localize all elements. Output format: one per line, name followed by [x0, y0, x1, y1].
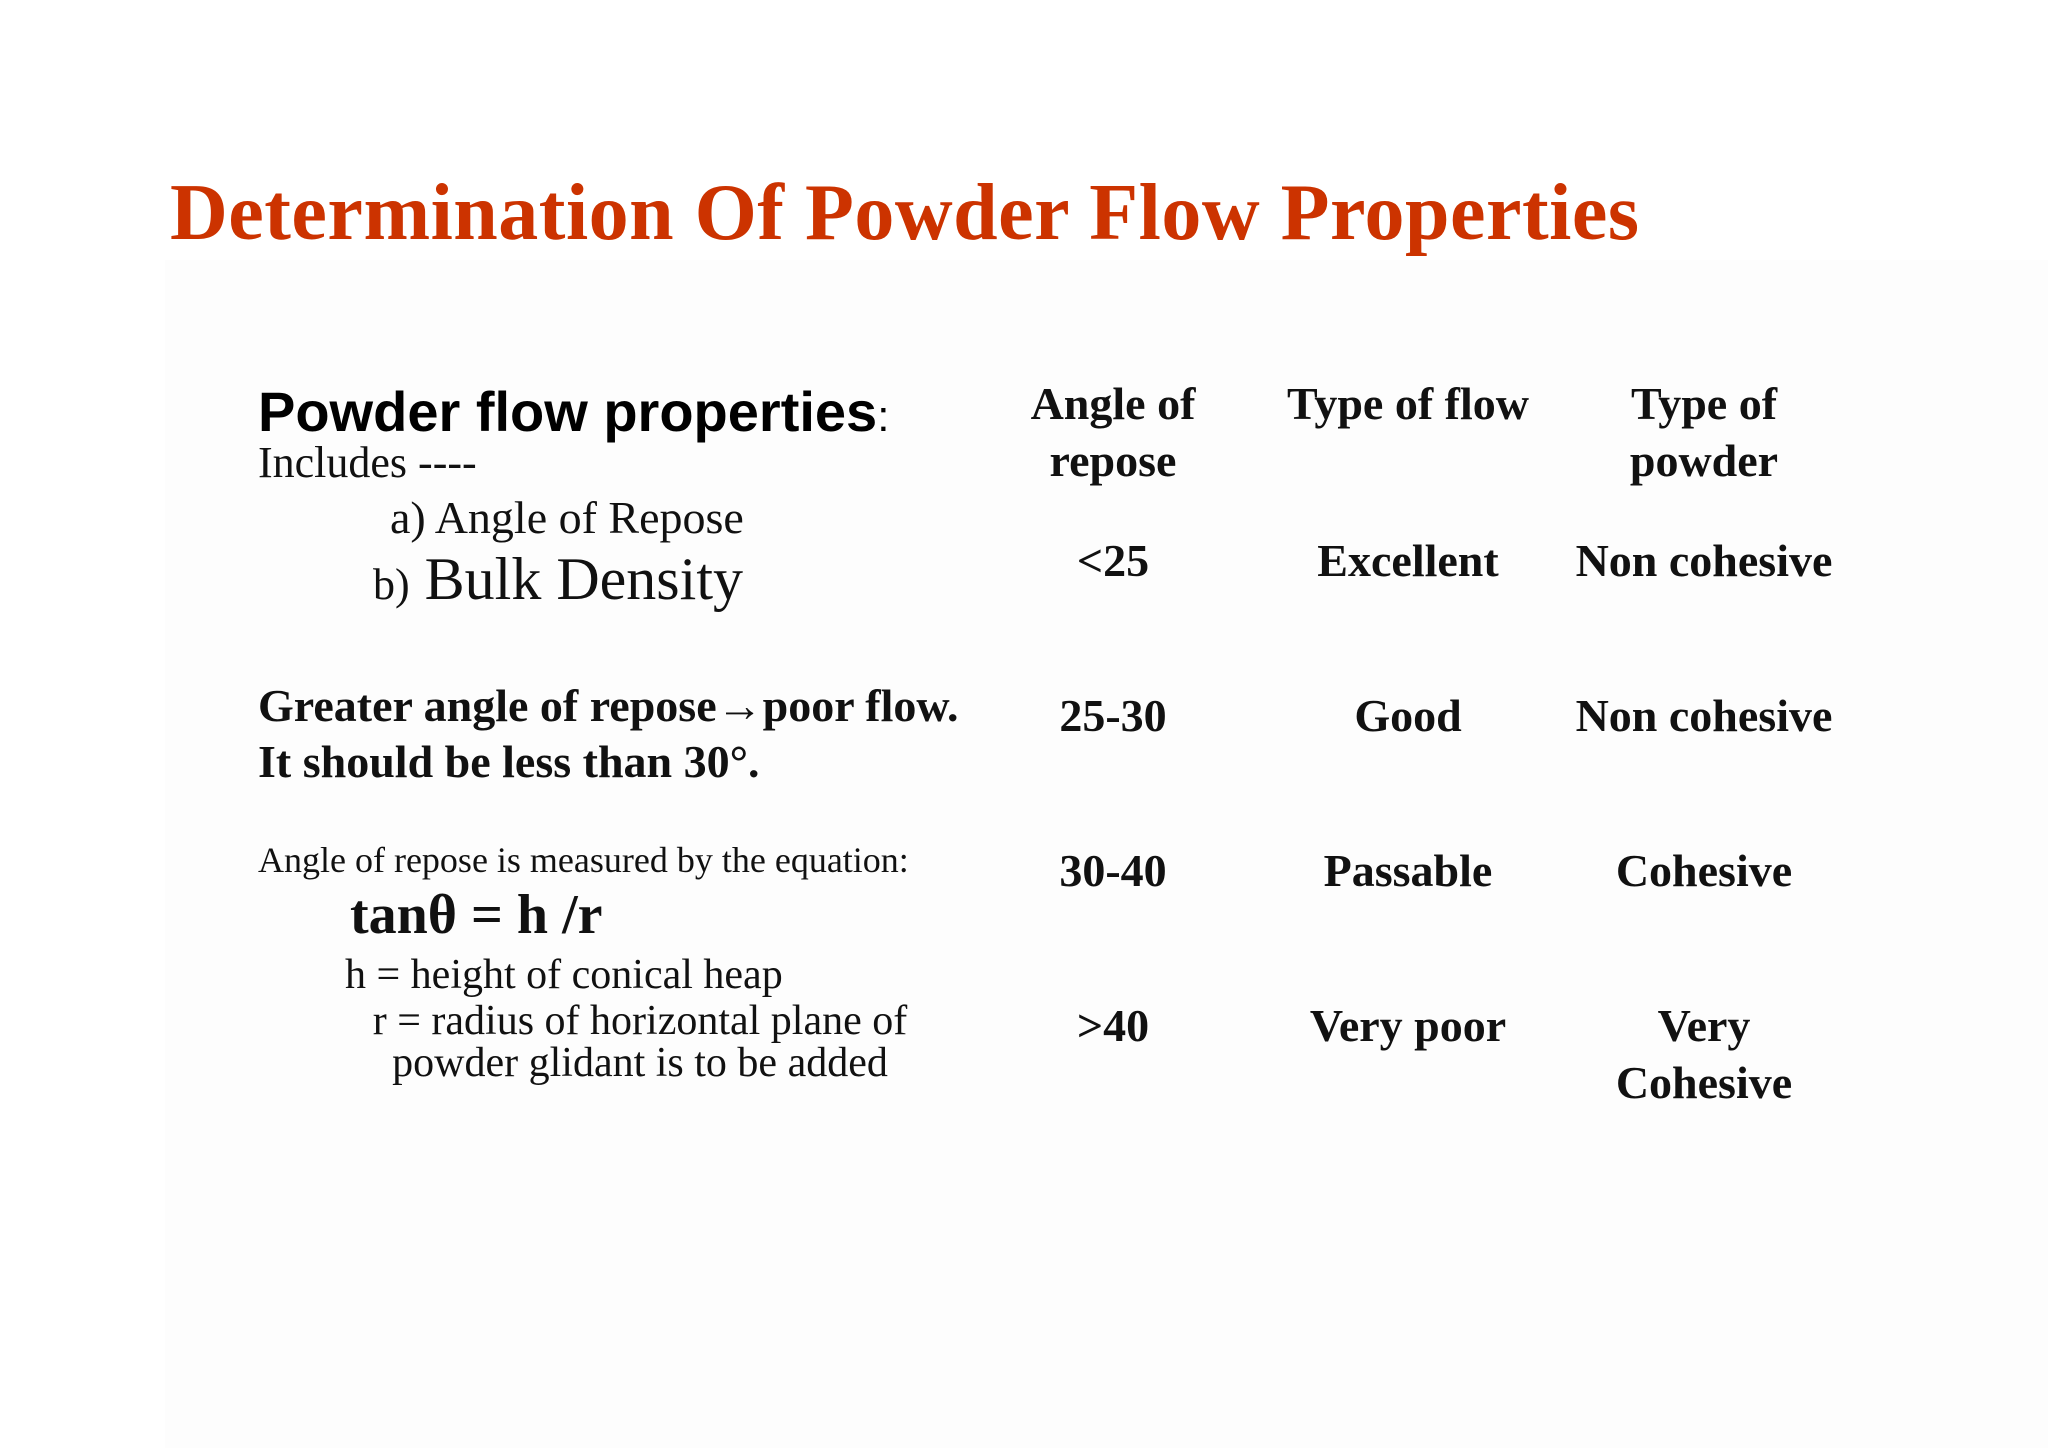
- cell-powder: [1616, 842, 1792, 899]
- cell-flow: Very poor: [1309, 1000, 1507, 1051]
- column-header-line: Angle of: [1030, 378, 1196, 429]
- cell-powder-line: Non cohesive: [1575, 535, 1833, 586]
- list-item-bulk-density: [373, 546, 743, 618]
- definition-r-line-1: r = radius of horizontal plane of: [372, 998, 908, 1044]
- column-header-line: Type of flow: [1287, 378, 1529, 429]
- cell-flow: Passable: [1323, 845, 1493, 896]
- cell-powder: [1576, 532, 1833, 589]
- cell-powder-line: Non cohesive: [1575, 690, 1833, 741]
- column-header-powder: [1630, 375, 1778, 489]
- column-header-angle: [1031, 375, 1196, 489]
- slide-title: Determination Of Powder Flow Properties: [170, 169, 1640, 257]
- repose-rule-line-2: It should be less than 30°.: [258, 736, 760, 787]
- equation-intro: Angle of repose is measured by the equation:: [258, 840, 909, 880]
- cell-powder: [1576, 687, 1833, 744]
- cell-powder-line: Cohesive: [1615, 845, 1793, 896]
- definition-r-line-2: powder glidant is to be added: [392, 1040, 888, 1086]
- section-heading-colon: :: [877, 392, 890, 441]
- column-header-line: powder: [1629, 435, 1779, 486]
- list-item-angle-of-repose: a) Angle of Repose: [390, 492, 744, 543]
- cell-angle: >40: [1076, 1000, 1150, 1051]
- cell-flow: Good: [1354, 690, 1462, 741]
- cell-powder-line: Very: [1657, 1000, 1751, 1051]
- cell-powder: [1616, 997, 1792, 1111]
- repose-rule: [258, 678, 959, 790]
- list-item-text: Bulk Density: [424, 546, 743, 612]
- section-heading-text: Powder flow properties: [258, 380, 878, 443]
- definition-r: [350, 1000, 930, 1084]
- cell-angle: 25-30: [1059, 690, 1167, 741]
- repose-equation: tanθ = h /r: [350, 884, 603, 946]
- column-header-flow: [1287, 375, 1529, 432]
- column-header-line: Type of: [1630, 378, 1778, 429]
- cell-flow: Excellent: [1317, 535, 1499, 586]
- cell-angle: <25: [1076, 535, 1150, 586]
- repose-rule-line-1: Greater angle of repose→poor flow.: [258, 680, 959, 731]
- definition-h: h = height of conical heap: [345, 952, 783, 998]
- column-header-line: repose: [1049, 435, 1177, 486]
- list-item-letter: b): [373, 560, 410, 609]
- includes-label: Includes ----: [258, 438, 477, 487]
- cell-powder-line: Cohesive: [1615, 1057, 1793, 1108]
- cell-angle: 30-40: [1059, 845, 1167, 896]
